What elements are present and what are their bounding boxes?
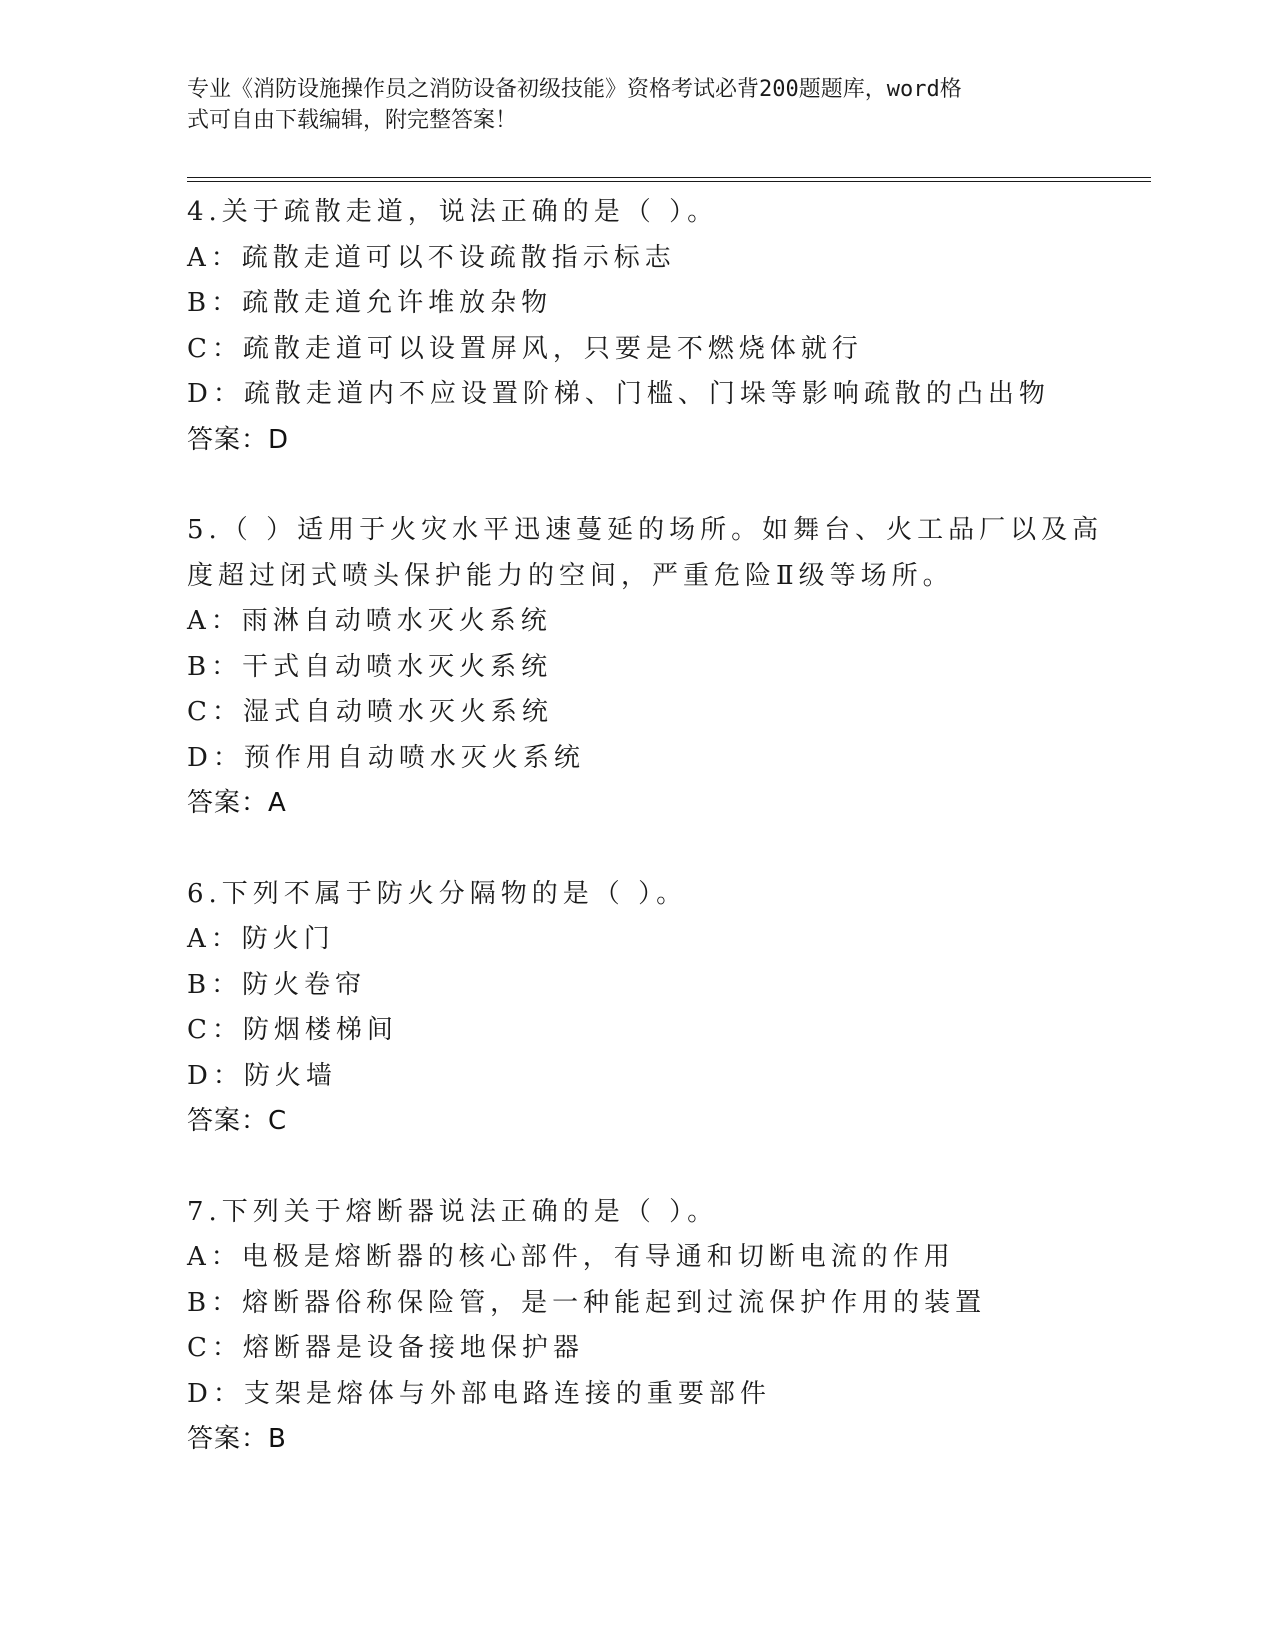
header-divider [187,181,1151,182]
option-d: D：防火墙 [187,1060,337,1091]
option-b: B：疏散走道允许堆放杂物 [187,288,553,318]
question-stem: 7.下列关于熔断器说法正确的是（ ）。 [187,1196,719,1227]
header-divider [187,177,1151,178]
option-a: A：疏散走道可以不设疏散指示标志 [187,242,676,273]
option-c: C：湿式自动喷水灭火系统 [187,697,553,727]
answer-line: 答案：A [187,788,287,818]
question-4 [187,190,1087,463]
question-7 [187,1190,1087,1463]
option-b: B：熔断器俗称保险管，是一种能起到过流保护作用的装置 [187,1287,987,1318]
option-c: C：防烟楼梯间 [187,1015,398,1045]
option-b: B：干式自动喷水灭火系统 [187,651,553,682]
question-list [187,190,1104,1463]
answer-line: 答案：C [187,1106,288,1136]
option-b: B：防火卷帘 [187,969,367,1000]
option-d: D：支架是熔体与外部电路连接的重要部件 [187,1378,771,1409]
question-stem: 6.下列不属于防火分隔物的是（ ）。 [187,878,688,909]
option-c: C：疏散走道可以设置屏风，只要是不燃烧体就行 [187,333,863,364]
answer-line: 答案：D [187,424,290,455]
option-d: D：预作用自动喷水灭火系统 [187,742,585,773]
header-line: 专业《消防设施操作员之消防设备初级技能》资格考试必背200题题库，word格 [187,77,962,102]
document-header [187,74,1087,136]
question-stem-continued: 度超过闭式喷头保护能力的空间，严重危险Ⅱ级等场所。 [187,560,954,591]
question-stem: 4.关于疏散走道，说法正确的是（ ）。 [187,197,719,227]
header-line: 式可自由下载编辑，附完整答案！ [187,108,518,133]
question-stem: 5.（ ）适用于火灾水平迅速蔓延的场所。如舞台、火工品厂以及高 [187,515,1104,545]
question-5 [187,508,1104,827]
option-d: D：疏散走道内不应设置阶梯、门槛、门垛等影响疏散的凸出物 [187,379,1050,409]
answer-line: 答案：B [187,1424,287,1454]
option-a: A：防火门 [187,924,335,954]
option-a: A：电极是熔断器的核心部件，有导通和切断电流的作用 [187,1242,955,1272]
option-a: A：雨淋自动喷水灭火系统 [187,606,552,636]
question-6 [187,872,1087,1145]
option-c: C：熔断器是设备接地保护器 [187,1333,584,1363]
